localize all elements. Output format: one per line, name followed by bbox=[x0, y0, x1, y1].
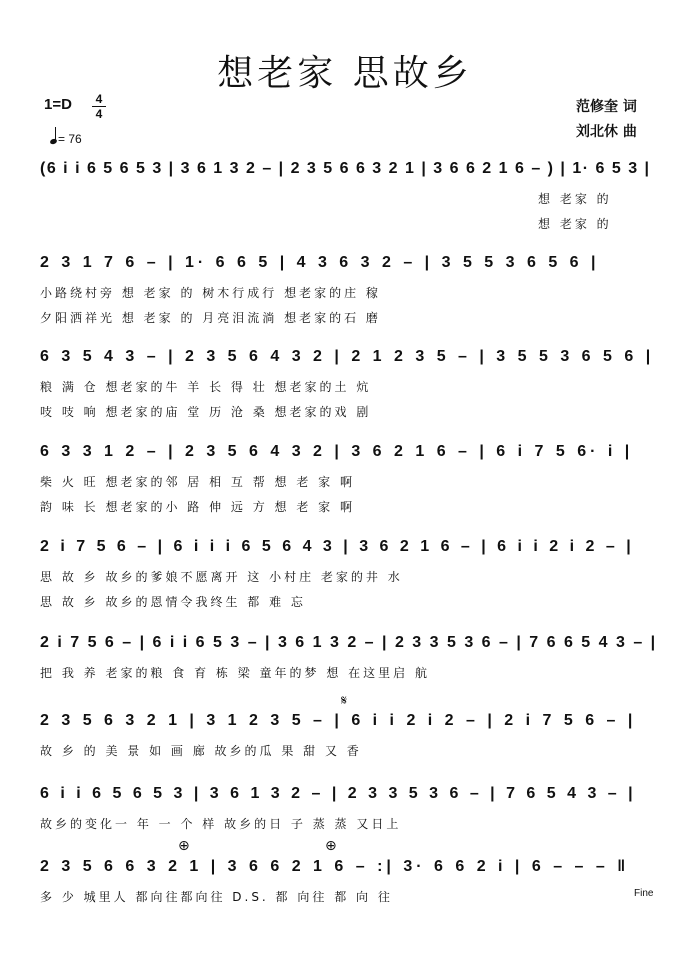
notation-line: 2 3 5 6 3 2 1 | 3 1 2 3 5 – | 6 i i 2 i 2 – | 2 i 7 5 6 – | bbox=[40, 712, 637, 729]
notation-line: 2 3 1 7 6 – | 1· 6 6 5 | 4 3 6 3 2 – | 3 5 5 3 6 5 6 | bbox=[40, 254, 600, 271]
score-row-9 bbox=[0, 858, 690, 948]
score-row-1 bbox=[0, 160, 690, 250]
lyrics-verse-1: 故乡的变化一 年 一 个 样 故乡的日 子 蒸 蒸 又日上 bbox=[40, 817, 402, 831]
lyrics-verse-1: 柴 火 旺 想老家的邻 居 相 互 帮 想 老 家 啊 bbox=[40, 475, 355, 489]
segno-icon: 𝄋 bbox=[341, 693, 348, 709]
tempo-marking bbox=[50, 130, 82, 146]
coda-icon: ⊕ bbox=[178, 838, 190, 854]
score-row-2 bbox=[0, 254, 690, 344]
meter-bottom: 4 bbox=[92, 106, 106, 121]
lyrics-verse-2: 想 老家 的 bbox=[538, 217, 612, 231]
lyrics-verse-2: 韵 味 长 想老家的小 路 伸 远 方 想 老 家 啊 bbox=[40, 500, 355, 514]
song-title: 想老家 思故乡 bbox=[217, 53, 473, 94]
lyrics-verse-1: 小路绕村旁 想 老家 的 树木行成行 想老家的庄 稼 bbox=[40, 286, 381, 300]
notation-line: (6 i i 6 5 6 5 3 | 3 6 1 3 2 – | 2 3 5 6 6 3 2 1 | 3 6 6 2 1 6 – ) | 1· 6 5 3 | bbox=[40, 160, 651, 177]
lyrics-verse-2: 吱 吱 响 想老家的庙 堂 历 沧 桑 想老家的戏 剧 bbox=[40, 405, 372, 419]
lyrics-verse-1: 想 老家 的 bbox=[538, 192, 612, 206]
lyrics-verse-2: 夕阳洒祥光 想 老家 的 月亮泪流淌 想老家的石 磨 bbox=[40, 311, 381, 325]
lyrics-verse-2: 思 故 乡 故乡的恩情令我终生 都 难 忘 bbox=[40, 595, 306, 609]
notation-line: 6 3 3 1 2 – | 2 3 5 6 4 3 2 | 3 6 2 1 6 – | 6 i 7 5 6· i | bbox=[40, 443, 634, 460]
score-row-3 bbox=[0, 348, 690, 438]
lyrics-verse-1: 多 少 城里人 都向往都向往 D.S. 都 向往 都 向 往 bbox=[40, 890, 393, 904]
score-row-6 bbox=[0, 634, 690, 724]
notation-line: 6 3 5 4 3 – | 2 3 5 6 4 3 2 | 2 1 2 3 5 – | 3 5 5 3 6 5 6 | bbox=[40, 348, 655, 365]
lyrics-verse-1: 粮 满 仓 想老家的牛 羊 长 得 壮 想老家的土 炕 bbox=[40, 380, 372, 394]
tempo-value: = 76 bbox=[58, 132, 82, 146]
score-row-5 bbox=[0, 538, 690, 628]
key-signature: 1=D bbox=[44, 96, 72, 113]
quarter-note-icon bbox=[49, 138, 57, 145]
composer-credit: 刘北休 曲 bbox=[576, 124, 637, 140]
lyrics-verse-1: 故 乡 的 美 景 如 画 廊 故乡的瓜 果 甜 又 香 bbox=[40, 744, 362, 758]
time-signature bbox=[92, 92, 106, 121]
meter-top: 4 bbox=[95, 92, 103, 106]
notation-line: 2 3 5 6 6 3 2 1 | 3 6 6 2 1 6 – :| 3· 6 6 2 i | 6 – – – ‖ bbox=[40, 858, 630, 875]
lyricist-credit: 范修奎 词 bbox=[576, 99, 637, 115]
lyrics-verse-1: 思 故 乡 故乡的爹娘不愿离开 这 小村庄 老家的井 水 bbox=[40, 570, 403, 584]
score-row-4 bbox=[0, 443, 690, 533]
lyrics-verse-1: 把 我 养 老家的粮 食 育 栋 梁 童年的梦 想 在这里启 航 bbox=[40, 666, 430, 680]
coda-icon-2: ⊕ bbox=[325, 838, 337, 854]
notation-line: 6 i i 6 5 6 5 3 | 3 6 1 3 2 – | 2 3 3 5 3 6 – | 7 6 5 4 3 – | bbox=[40, 785, 637, 802]
notation-line: 2 i 7 5 6 – | 6 i i 6 5 3 – | 3 6 1 3 2 – | 2 3 3 5 3 6 – | 7 6 6 5 4 3 – | bbox=[40, 634, 658, 651]
note-stem bbox=[55, 127, 56, 140]
notation-line: 2 i 7 5 6 – | 6 i i i 6 5 6 4 3 | 3 6 2 1 6 – | 6 i i 2 i 2 – | bbox=[40, 538, 635, 555]
fine-marking: Fine bbox=[634, 888, 654, 899]
